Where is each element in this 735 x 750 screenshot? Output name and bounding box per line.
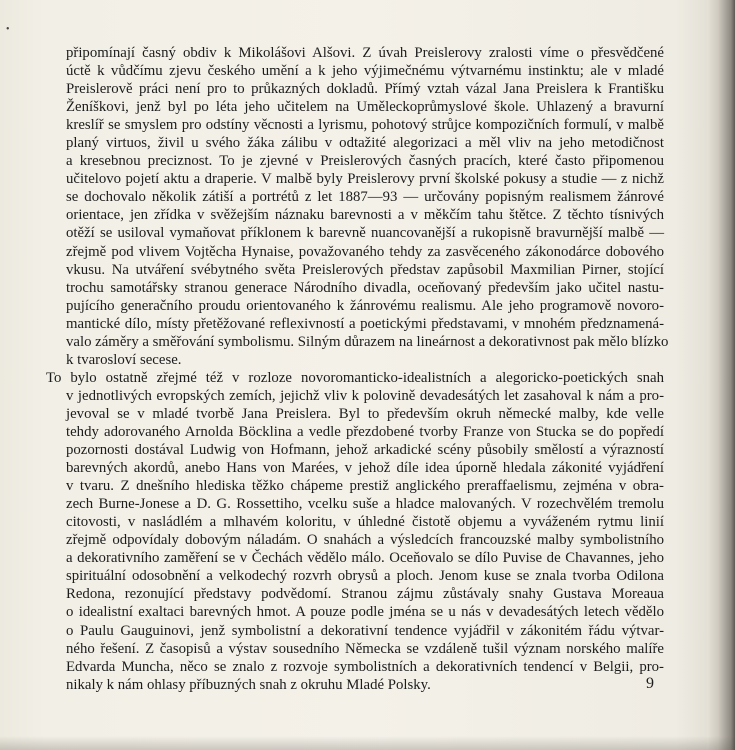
text-line: nikaly k nám ohlasy příbuzných snah z okruhu Mladé Polsky. (66, 676, 431, 693)
text-line: ného řešení. Z časopisů a výstav sousedního Německa se vzdáleně tušil význam norského malíře (66, 640, 664, 657)
text-line: mantické dílo, místy přetěžované reflexivností a poetickými představami, v mnohém předznamená- (66, 315, 664, 332)
text-line: kreslíř se smyslem pro odstíny věcnosti a lyrismu, pohotový strůjce kompozičních formulí, v malbě (66, 117, 664, 134)
text-line: To bylo ostatně zřejmé též v rozloze novoromanticko-idealistních a alegoricko-poetických snah (46, 369, 664, 386)
page-number: 9 (646, 675, 654, 692)
text-line: orientace, jen zřídka v svěžejším náznaku barevnosti a v měkčím tahu štětce. Z těchto tísnivých (66, 207, 664, 224)
text-line: valo záměry a směřování symbolismu. Silným důrazem na lineárnost a dekorativnost pak mělo blízko (66, 333, 669, 350)
text-line: citovosti, v nasládlém a mlhavém koloritu, v úhledné čistotě objemu a vyváženém rytmu linií (66, 514, 664, 531)
page-bottom-shadow (0, 736, 735, 750)
text-line: spirituální odosobnění a velkodechý rozvrh obrysů a ploch. Jenom kuse se znala tvorba Odilona (66, 568, 664, 585)
text-line: pozornosti dostával Ludwig von Hofmann, jehož arkadické scény působily smělostí a výrazností (66, 442, 664, 459)
text-line: zřejmě pod vlivem Vojtěcha Hynaise, považovaného tehdy za zasvěceného zákonodárce dobového (66, 243, 664, 260)
text-line: pujícího generačního proudu orientovaného k žánrovému realismu. Ale jeho programově novoro- (66, 297, 664, 314)
text-line: Ženíškovi, jenž byl po léta jeho učitelem na Uměleckoprůmyslové škole. Uhlazený a bravurní (66, 99, 664, 116)
text-line: Edvarda Muncha, něco se znalo z rozvoje symbolistních a dekorativních tendencí v Belgii, pro- (66, 658, 664, 675)
text-line: vkusu. Na utváření svébytného světa Preislerových představ zapůsobil Maxmilian Pirner, stojící (66, 261, 664, 278)
page-edge-shadow (707, 0, 735, 750)
text-line: připomínají časný obdiv k Mikolášovi Alšovi. Z úvah Preislerovy zralosti víme o přesvědčené (66, 45, 664, 61)
text-line: o Paulu Gauguinovi, jenž symbolistní a dekorativní tendence vyjádřil v zákonitém řádu výtvar- (66, 622, 664, 639)
text-line: v tvaru. Z dnešního hlediska těžko chápeme prestiž anglického preraffaelismu, zejména v obra- (66, 478, 664, 495)
text-line: v jednotlivých evropských zemích, jejichž vliv k polovině devadesátých let zasahoval k nám a pro- (66, 387, 664, 404)
text-line: trochu samotářsky stranou generace Národního divadla, oceňovaný především jako učitel nastu- (66, 279, 664, 296)
text-line: planý virtuos, živil u svého žáka zálibu v odtažité alegorizaci a měl vliv na jeho metodičnost (66, 135, 664, 152)
text-line: a kresebnou preciznost. To je zjevné v Preislerových časných pracích, které často připomenou (66, 153, 664, 170)
body-text (46, 44, 669, 694)
text-line: se dochovalo několik zátiší a portrétů z let 1887—93 — určovány popisným realismem žánrové (66, 189, 664, 206)
text-line: k tvarosloví secese. (66, 351, 182, 368)
text-line: zřejmě odpovídaly dobovým náladám. O snahách a výsledcích francouzské malby symbolistního (66, 532, 664, 549)
text-line: o idealistní exaltaci barevných hmot. A pouze podle jména se u nás v devadesátých letech vědělo (66, 604, 664, 621)
text-line: jevoval se v mladé tvorbě Jana Preislera. Byl to především okruh německé malby, kde velle (66, 405, 664, 422)
corner-mark: • (6, 24, 10, 35)
text-line: učitelovo pojetí aktu a draperie. V malbě byly Preislerovy první školské pokusy a studie — z nichž (66, 171, 664, 188)
text-line: otěží se usiloval vymaňovat příklonem k barevně nuancovanější a rukopisně bravurnější malbě — (66, 225, 664, 242)
text-line: barevných akordů, anebo Hans von Marées, v jehož díle idea úporně hledala zákonité vyjádření (66, 460, 664, 477)
text-line: a dekorativního zaměření se v Čechách vědělo málo. Oceňovalo se dílo Puvise de Chavannes, jeho (66, 550, 664, 567)
text-line: Preislerově práci není pro to průkazných dokladů. Přímý vztah vázal Jana Preislera k Františku (66, 81, 664, 98)
text-line: úctě k vůdčímu zjevu českého umění a k jeho výjimečnému výtvarnému instinktu; ale v mladé (66, 63, 664, 80)
text-line: Redona, rezonující představy podvědomí. Stranou zájmu zůstávaly snahy Gustava Moreaua (66, 586, 664, 603)
text-line: tehdy adorovaného Arnolda Böcklina a vedle přezdobené tvorby Franze von Stucka se do popředí (66, 423, 664, 440)
text-line: zech Burne-Jonese a D. G. Rossettiho, vcelku suše a hladce malovaných. V rozechvělém tremolu (66, 496, 664, 513)
